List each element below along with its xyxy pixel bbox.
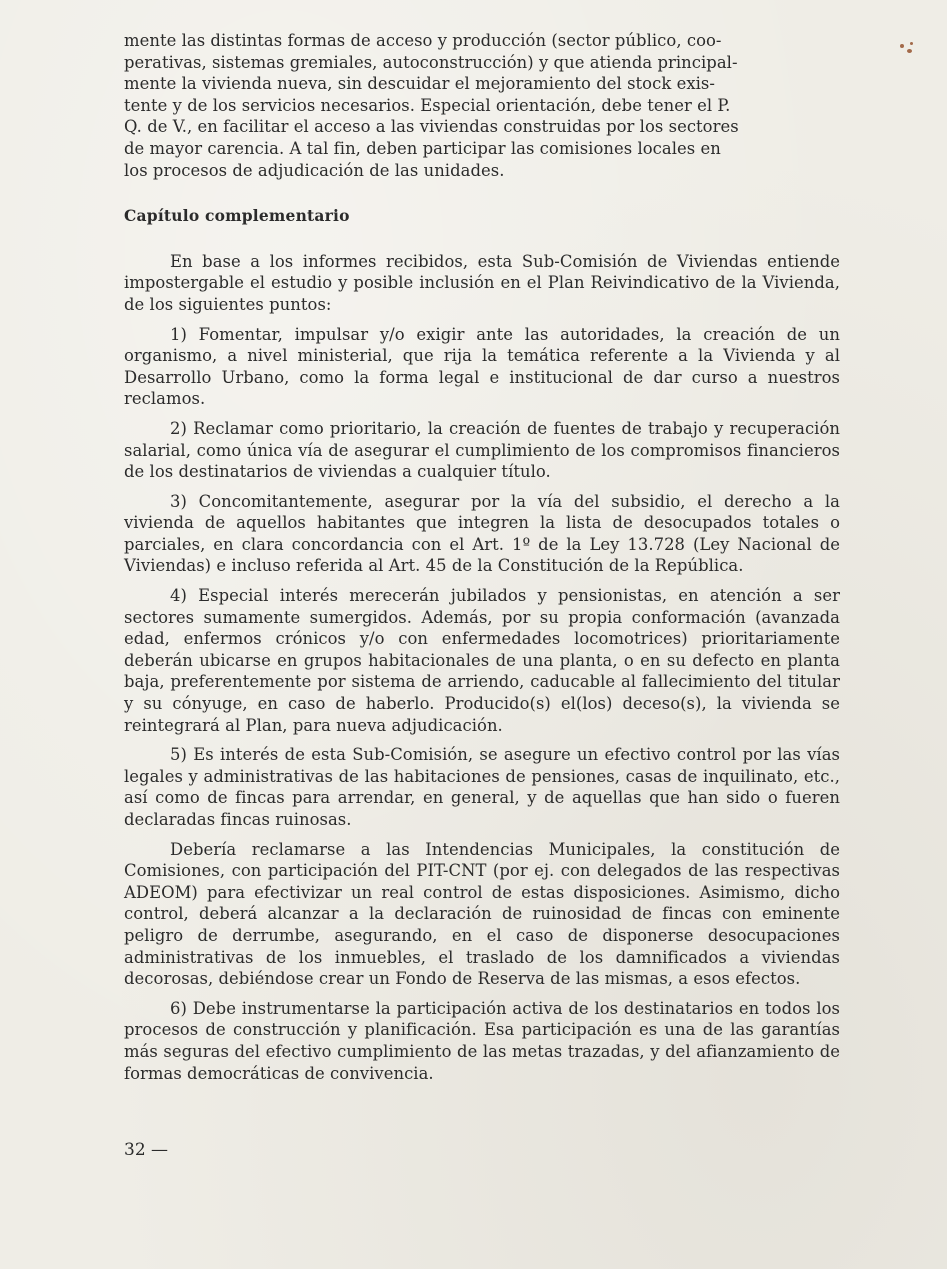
- ink-stain: [898, 40, 916, 58]
- paragraph-commissions: Debería reclamarse a las Intendencias Municipales, la constitución de Comisiones, con participación del PIT-CNT (por ej. con delegados de las respectivas ADEOM) para efectivizar un real control de estas disposiciones. Asimismo, dicho control, deberá alcanzar a la declaración de ruinosidad de fincas con eminente peligro de derrumbe, asegurando, en el caso de disponerse desocupaciones administrativas de los inmuebles, el traslado de los damnificados a viviendas decorosas, debiéndose crear un Fondo de Reserva de las mismas, a esos efectos.: [124, 839, 840, 989]
- paragraph-intro: En base a los informes recibidos, esta Sub-Comisión de Viviendas entiende impostergable el estudio y posible inclusión en el Plan Reivindicativo de la Vivienda, de los siguientes puntos:: [124, 251, 840, 314]
- paragraph-point-5: 5) Es interés de esta Sub-Comisión, se asegure un efectivo control por las vías legales y administrativas de las habitaciones de pensiones, casas de inquilinato, etc., así como de fincas para arrendar, en general, y de aquellas que han sido o fueren declaradas fincas ruinosas.: [124, 745, 840, 829]
- intro-line: perativas, sistemas gremiales, autoconstrucción) y que atienda principal-: [124, 52, 738, 72]
- paragraph-point-6: 6) Debe instrumentarse la participación activa de los destinatarios en todos los procesos de construcción y planificación. Esa participación es una de las garantías más seguras del efectivo cumplimiento de las metas trazadas, y del afianzamiento de formas democráticas de convivencia.: [124, 998, 840, 1083]
- paragraph-point-1: 1) Fomentar, impulsar y/o exigir ante las autoridades, la creación de un organismo, a nivel ministerial, que rija la temática referente a la Vivienda y al Desarrollo Urbano, como la forma legal e institucional de dar curso a nuestros reclamos.: [124, 324, 840, 409]
- paragraph-point-2: 2) Reclamar como prioritario, la creación de fuentes de trabajo y recuperación salarial, como única vía de asegurar el cumplimiento de los compromisos financieros de los destinatarios de viviendas a cualquier título.: [124, 418, 840, 482]
- paragraph-point-3: 3) Concomitantemente, asegurar por la vía del subsidio, el derecho a la vivienda de aquellos habitantes que integren la lista de desocupados totales o parciales, en clara concordancia con el Art. 1º de la Ley 13.728 (Ley Nacional de Viviendas) e incluso referida al Art. 45 de la Constitución de la República.: [124, 491, 840, 576]
- section-heading: Capítulo complementario: [124, 206, 350, 226]
- page-number: 32 —: [124, 1140, 169, 1160]
- intro-line: los procesos de adjudicación de las unidades.: [124, 160, 505, 180]
- intro-line: tente y de los servicios necesarios. Especial orientación, debe tener el P.: [124, 95, 731, 115]
- intro-line: de mayor carencia. A tal fin, deben participar las comisiones locales en: [124, 138, 721, 158]
- body-text: [124, 30, 840, 1084]
- intro-line: Q. de V., en facilitar el acceso a las viviendas construidas por los sectores: [124, 117, 739, 137]
- intro-line: mente las distintas formas de acceso y producción (sector público, coo-: [124, 31, 722, 50]
- intro-line: mente la vivienda nueva, sin descuidar el mejoramiento del stock exis-: [124, 74, 715, 94]
- paragraph-point-4: 4) Especial interés merecerán jubilados y pensionistas, en atención a ser sectores sumamente sumergidos. Además, por su propia conformación (avanzada edad, enfermos crónicos y/o con enfermedades locomotrices) prioritariamente deberán ubicarse en grupos habitacionales de una planta, o en su defecto en planta baja, preferentemente por sistema de arriendo, caducable al fallecimiento del titular y su cónyuge, en caso de haberlo. Producido(s) el(los) deceso(s), la vivienda se reintegrará al Plan, para nueva adjudicación.: [124, 586, 840, 735]
